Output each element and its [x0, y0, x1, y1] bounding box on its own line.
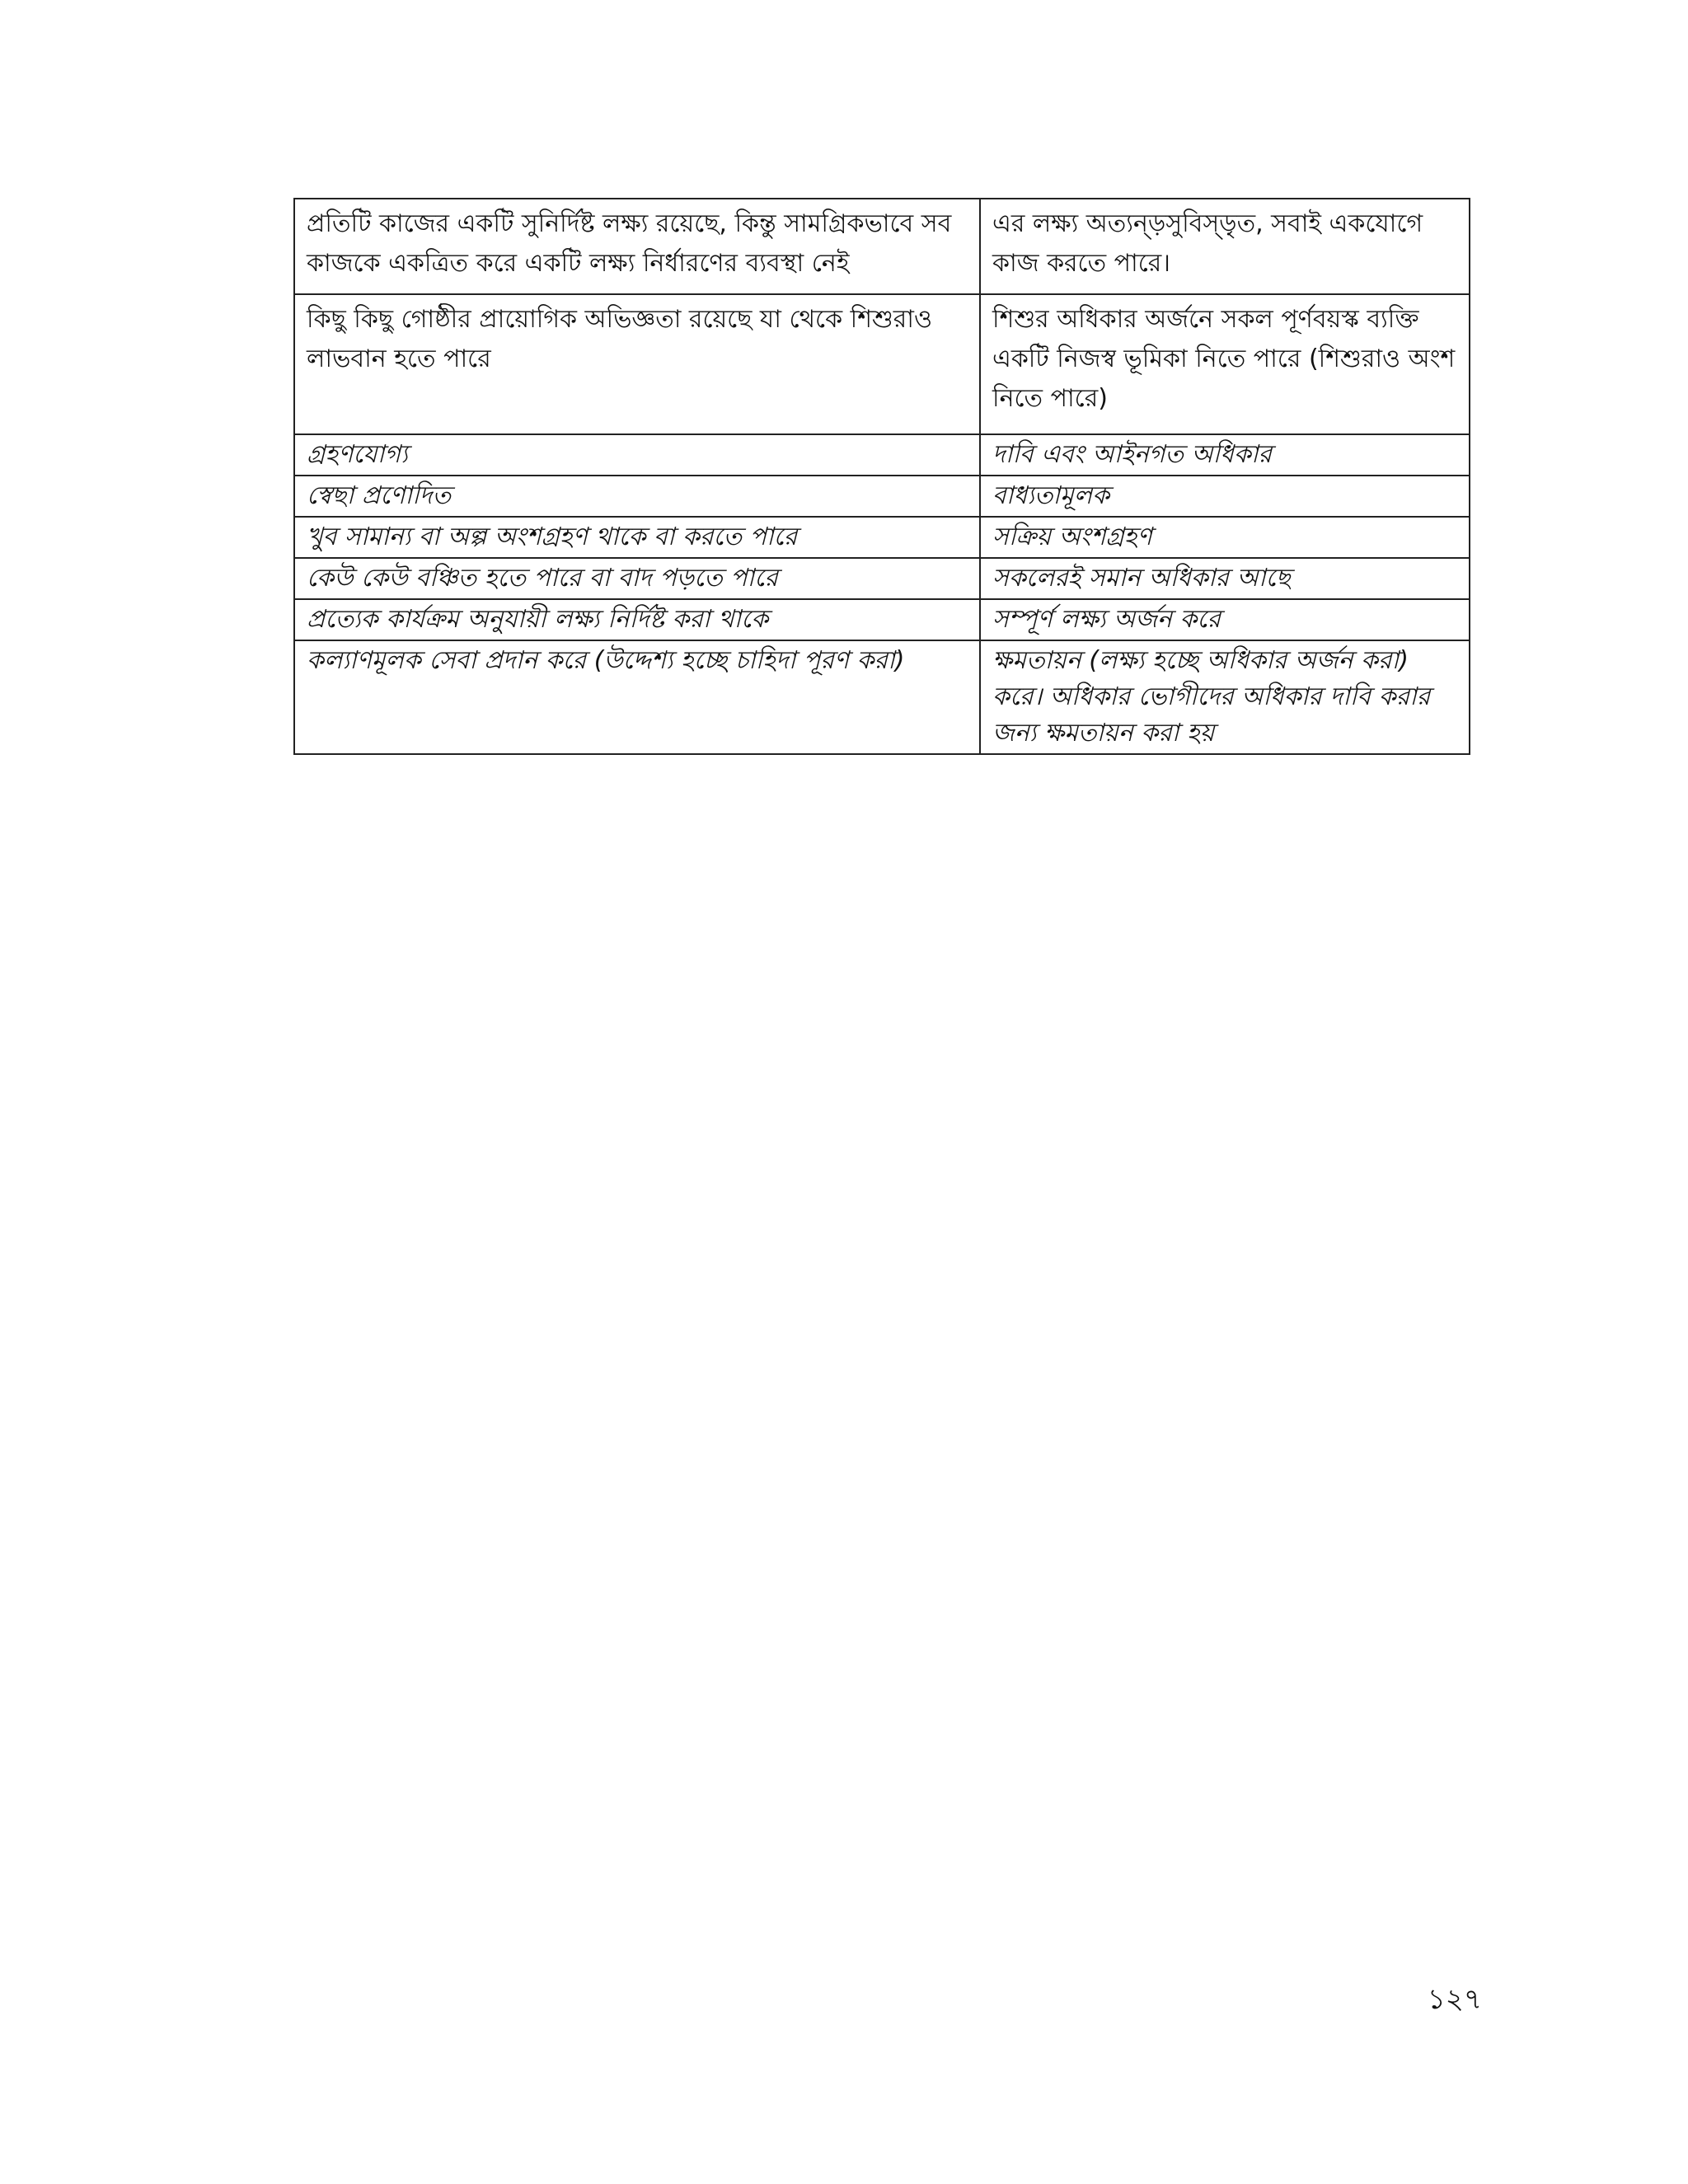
table-cell-left: কিছু কিছু গোষ্ঠীর প্রায়োগিক অভিজ্ঞতা রয়েছে যা থেকে শিশুরাও লাভবান হতে পারে: [294, 294, 980, 434]
table-row: [294, 517, 1470, 558]
table-row: [294, 640, 1470, 754]
table-row: [294, 599, 1470, 640]
table-cell-left: কেউ কেউ বঞ্চিত হতে পারে বা বাদ পড়তে পারে: [294, 558, 980, 599]
table-cell-right: শিশুর অধিকার অর্জনে সকল পূর্ণবয়স্ক ব্যক্তি একটি নিজস্ব ভূমিকা নিতে পারে (শিশুরাও অংশ নিতে পারে): [980, 294, 1470, 434]
table-cell-right: এর লক্ষ্য অত্যন্ড়সুবিস্ড়ৃত, সবাই একযোগে কাজ করতে পারে।: [980, 199, 1470, 294]
table-row: [294, 199, 1470, 294]
table-cell-right: দাবি এবং আইনগত অধিকার: [980, 434, 1470, 476]
table-cell-left: স্বেছা প্রণোদিত: [294, 476, 980, 517]
table-cell-left: গ্রহণযোগ্য: [294, 434, 980, 476]
comparison-table: [293, 198, 1470, 755]
table-row: [294, 434, 1470, 476]
table-cell-left: কল্যাণমূলক সেবা প্রদান করে (উদ্দেশ্য হচ্ছে চাহিদা পূরণ করা): [294, 640, 980, 754]
table-cell-right: ক্ষমতায়ন (লক্ষ্য হচ্ছে অধিকার অর্জন করা) করে। অধিকার ভোগীদের অধিকার দাবি করার জন্য ক্ষমতায়ন করা হয়: [980, 640, 1470, 754]
table-cell-right: সকলেরই সমান অধিকার আছে: [980, 558, 1470, 599]
table-cell-right: সক্রিয় অংশগ্রহণ: [980, 517, 1470, 558]
table-cell-left: প্রত্যেক কার্যক্রম অনুযায়ী লক্ষ্য নির্দিষ্ট করা থাকে: [294, 599, 980, 640]
table-row: [294, 294, 1470, 434]
table-cell-left: প্রতিটি কাজের একটি সুনির্দিষ্ট লক্ষ্য রয়েছে, কিন্তু সামগ্রিকভাবে সব কাজকে একত্রিত করে একটি লক্ষ্য নির্ধারণের ব্যবস্থা নেই: [294, 199, 980, 294]
table-row: [294, 558, 1470, 599]
table-row: [294, 476, 1470, 517]
table-cell-right: সম্পূর্ণ লক্ষ্য অর্জন করে: [980, 599, 1470, 640]
table-cell-right: বাধ্যতামূলক: [980, 476, 1470, 517]
page-number: ১২৭: [1427, 1983, 1482, 2016]
table-cell-left: খুব সামান্য বা অল্প অংশগ্রহণ থাকে বা করতে পারে: [294, 517, 980, 558]
